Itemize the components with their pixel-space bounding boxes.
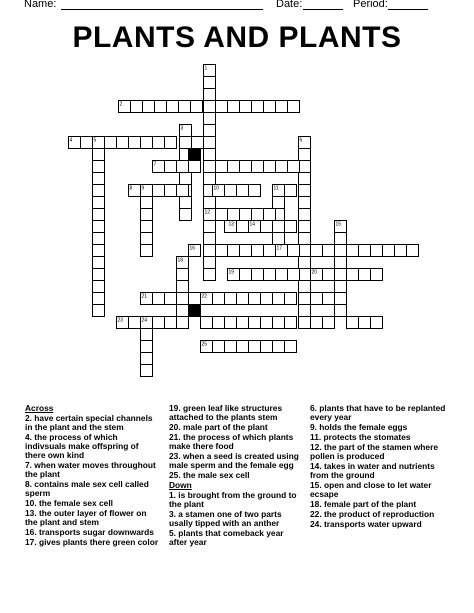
clue-text: 13. the outer layer of flower on the plant and stem	[25, 508, 147, 527]
crossword-cell[interactable]	[285, 341, 297, 353]
clue-number: 9	[141, 185, 145, 192]
clue-number: 17	[276, 245, 283, 252]
crossword-cell[interactable]	[323, 317, 335, 329]
crossword-cell[interactable]	[153, 317, 165, 329]
clue-number: 2	[119, 101, 123, 108]
crossword-cell[interactable]	[204, 197, 216, 209]
crossword-cell[interactable]	[240, 209, 252, 221]
crossword-cell[interactable]	[129, 137, 141, 149]
crossword-cell[interactable]	[335, 245, 347, 257]
crossword-cell[interactable]	[299, 281, 311, 293]
crossword-cell[interactable]	[225, 185, 237, 197]
clue-number: 7	[153, 161, 157, 168]
clue-text: 5. plants that comeback year after year	[169, 528, 284, 547]
clue-text: 20. male part of the plant	[169, 422, 268, 432]
crossword-cell[interactable]	[347, 245, 359, 257]
crossword-cell[interactable]	[299, 161, 311, 173]
crossword-cell[interactable]	[273, 197, 285, 209]
crossword-cell[interactable]	[299, 245, 311, 257]
crossword-cell[interactable]	[204, 77, 216, 89]
crossword-cell[interactable]	[249, 341, 261, 353]
clue-column-2	[169, 404, 301, 548]
crossword-cell[interactable]	[93, 269, 105, 281]
crossword-cell[interactable]	[213, 317, 225, 329]
clue-number: 18	[177, 257, 184, 264]
black-square	[189, 149, 201, 161]
crossword-cell[interactable]	[299, 269, 311, 281]
crossword-cell[interactable]	[335, 257, 347, 269]
black-square	[189, 305, 201, 317]
crossword-cell[interactable]	[204, 161, 216, 173]
crossword-cell[interactable]	[177, 269, 189, 281]
clue-text: 8. contains male sex cell called sperm	[25, 479, 149, 498]
crossword-cell[interactable]	[264, 269, 276, 281]
crossword-cell[interactable]	[371, 317, 383, 329]
clue-text: 17. gives plants there green color	[25, 537, 159, 547]
clue-number: 13	[228, 221, 235, 228]
clue-number: 4	[69, 137, 73, 144]
crossword-cell[interactable]	[180, 209, 192, 221]
crossword-cell[interactable]	[177, 281, 189, 293]
crossword-cell[interactable]	[273, 293, 285, 305]
crossword-cell[interactable]	[323, 269, 335, 281]
crossword-cell[interactable]	[153, 185, 165, 197]
crossword-cell[interactable]	[228, 161, 240, 173]
crossword-cell[interactable]	[93, 161, 105, 173]
clue-text: 15. open and close to let water ecsape	[310, 480, 432, 499]
clue-text: 12. the part of the stamen where pollen is produced	[310, 442, 438, 461]
crossword-cell[interactable]	[264, 161, 276, 173]
crossword-cell[interactable]	[189, 161, 201, 173]
clue-number: 14	[249, 221, 256, 228]
crossword-cell[interactable]	[180, 137, 192, 149]
crossword-cell[interactable]	[311, 293, 323, 305]
crossword-cell[interactable]	[335, 269, 347, 281]
crossword-cell[interactable]	[264, 101, 276, 113]
clue-text: 19. green leaf like structures attached to the plants stem	[169, 403, 283, 422]
clue-number: 19	[228, 269, 235, 276]
crossword-cell[interactable]	[177, 293, 189, 305]
crossword-cell[interactable]	[225, 341, 237, 353]
crossword-cell[interactable]	[228, 209, 240, 221]
crossword-cell[interactable]	[299, 221, 311, 233]
crossword-cell[interactable]	[131, 101, 143, 113]
crossword-cell[interactable]	[141, 221, 153, 233]
worksheet-title: PLANTS AND PLANTS	[72, 21, 402, 54]
crossword-cell[interactable]	[240, 101, 252, 113]
crossword-cell[interactable]	[81, 137, 93, 149]
crossword-cell[interactable]	[276, 101, 288, 113]
period-label: Period:	[353, 0, 388, 10]
clue-number: 16	[189, 245, 196, 252]
clue-text: 1. is brought from the ground to the plant	[169, 490, 297, 509]
crossword-cell[interactable]	[299, 233, 311, 245]
crossword-cell[interactable]	[276, 161, 288, 173]
clue-number: 6	[299, 137, 303, 144]
crossword-cell[interactable]	[288, 161, 300, 173]
crossword-cell[interactable]	[285, 317, 297, 329]
clue-number: 3	[180, 125, 184, 132]
crossword-cell[interactable]	[141, 137, 153, 149]
crossword-cell[interactable]	[201, 317, 213, 329]
crossword-cell[interactable]	[288, 101, 300, 113]
crossword-cell[interactable]	[204, 137, 216, 149]
clue-number: 11	[273, 185, 279, 192]
crossword-cell[interactable]	[347, 317, 359, 329]
crossword-cell[interactable]	[93, 245, 105, 257]
crossword-cell[interactable]	[228, 101, 240, 113]
crossword-cell[interactable]	[252, 245, 264, 257]
crossword-cell[interactable]	[299, 185, 311, 197]
crossword-cell[interactable]	[93, 257, 105, 269]
crossword-cell[interactable]	[165, 293, 177, 305]
crossword-cell[interactable]	[93, 233, 105, 245]
clue-text: 3. a stamen one of two parts usally tipped with an anther	[169, 509, 282, 528]
clue-section-heading: Down	[169, 480, 192, 490]
crossword-cell[interactable]	[204, 257, 216, 269]
crossword-cell[interactable]	[129, 317, 141, 329]
crossword-cell[interactable]	[299, 197, 311, 209]
crossword-cell[interactable]	[273, 317, 285, 329]
crossword-cell[interactable]	[189, 293, 201, 305]
crossword-cell[interactable]	[213, 341, 225, 353]
crossword-cell[interactable]	[335, 293, 347, 305]
clue-text: 6. plants that have to be replanted every year	[310, 403, 446, 422]
crossword-cell[interactable]	[93, 305, 105, 317]
clue-number: 15	[335, 221, 342, 228]
crossword-cell[interactable]	[153, 137, 165, 149]
crossword-cell[interactable]	[204, 125, 216, 137]
crossword-cell[interactable]	[359, 245, 371, 257]
crossword-cell[interactable]	[359, 269, 371, 281]
clue-text: 23. when a seed is created using male sperm and the female egg	[169, 451, 299, 470]
crossword-cell[interactable]	[141, 233, 153, 245]
crossword-cell[interactable]	[204, 269, 216, 281]
crossword-cell[interactable]	[237, 341, 249, 353]
crossword-cell[interactable]	[407, 245, 419, 257]
crossword-cell[interactable]	[228, 245, 240, 257]
crossword-cell[interactable]	[249, 185, 261, 197]
crossword-cell[interactable]	[204, 245, 216, 257]
clue-number: 1	[204, 65, 208, 72]
crossword-cell[interactable]	[240, 269, 252, 281]
crossword-cell[interactable]	[213, 293, 225, 305]
crossword-cell[interactable]	[371, 269, 383, 281]
clue-text: 2. have certain special channels in the plant and the stem	[25, 413, 153, 432]
crossword-cell[interactable]	[204, 221, 216, 233]
crossword-cell[interactable]	[204, 233, 216, 245]
crossword-cell[interactable]	[240, 245, 252, 257]
crossword-cell[interactable]	[249, 293, 261, 305]
crossword-cell[interactable]	[204, 89, 216, 101]
crossword-cell[interactable]	[177, 161, 189, 173]
crossword-cell[interactable]	[204, 149, 216, 161]
clue-number: 25	[201, 341, 208, 348]
crossword-cell[interactable]	[93, 221, 105, 233]
crossword-cell[interactable]	[395, 245, 407, 257]
crossword-cell[interactable]	[165, 161, 177, 173]
crossword-cell[interactable]	[167, 101, 179, 113]
crossword-cell[interactable]	[288, 269, 300, 281]
crossword-cell[interactable]	[141, 245, 153, 257]
crossword-cell[interactable]	[261, 221, 273, 233]
crossword-cell[interactable]	[93, 197, 105, 209]
crossword-cell[interactable]	[383, 245, 395, 257]
clue-text: 7. when water moves throughout the plant	[25, 460, 156, 479]
crossword-cell[interactable]	[141, 341, 153, 353]
crossword-cell[interactable]	[225, 293, 237, 305]
crossword-cell[interactable]	[141, 329, 153, 341]
clue-section-heading: Across	[25, 403, 54, 413]
crossword-cell[interactable]	[93, 185, 105, 197]
crossword-cell[interactable]	[165, 137, 177, 149]
name-label: Name:	[24, 0, 57, 10]
clue-text: 18. female part of the plant	[310, 499, 417, 509]
crossword-cell[interactable]	[165, 185, 177, 197]
crossword-cell[interactable]	[141, 365, 153, 377]
crossword-cell[interactable]	[335, 305, 347, 317]
crossword-cell[interactable]	[252, 269, 264, 281]
crossword-cell[interactable]	[323, 245, 335, 257]
clue-text: 16. transports sugar downwards	[25, 527, 154, 537]
clue-column-3	[310, 404, 450, 530]
crossword-cell[interactable]	[285, 293, 297, 305]
crossword-cell[interactable]	[192, 137, 204, 149]
clue-number: 22	[201, 293, 208, 300]
crossword-cell[interactable]	[93, 209, 105, 221]
clue-text: 21. the process of which plants make there food	[169, 432, 294, 451]
crossword-cell[interactable]	[299, 257, 311, 269]
crossword-cell[interactable]	[143, 101, 155, 113]
crossword-cell[interactable]	[261, 317, 273, 329]
crossword-cell[interactable]	[180, 173, 192, 185]
crossword-cell[interactable]	[105, 137, 117, 149]
crossword-cell[interactable]	[252, 161, 264, 173]
crossword-cell[interactable]	[276, 269, 288, 281]
crossword-cell[interactable]	[264, 209, 276, 221]
crossword-cell[interactable]	[347, 269, 359, 281]
clue-text: 25. the male sex cell	[169, 470, 250, 480]
crossword-cell[interactable]	[261, 293, 273, 305]
crossword-cell[interactable]	[359, 317, 371, 329]
date-label: Date:	[276, 0, 303, 10]
crossword-cell[interactable]	[93, 281, 105, 293]
crossword-cell[interactable]	[299, 305, 311, 317]
crossword-cell[interactable]	[177, 317, 189, 329]
crossword-cell[interactable]	[299, 173, 311, 185]
clue-number: 21	[141, 293, 148, 300]
clue-number: 12	[204, 209, 211, 216]
crossword-cell[interactable]	[323, 293, 335, 305]
crossword-cell[interactable]	[155, 101, 167, 113]
clue-text: 22. the product of reproduction	[310, 509, 435, 519]
crossword-cell[interactable]	[216, 161, 228, 173]
crossword-cell[interactable]	[299, 293, 311, 305]
crossword-cell[interactable]	[252, 209, 264, 221]
crossword-cell[interactable]	[141, 209, 153, 221]
crossword-cell[interactable]	[93, 149, 105, 161]
crossword-cell[interactable]	[216, 209, 228, 221]
clue-text: 4. the process of which indivsuals make offspring of there own kind	[25, 432, 139, 460]
crossword-cell[interactable]	[311, 317, 323, 329]
crossword-cell[interactable]	[285, 185, 297, 197]
crossword-cell[interactable]	[237, 293, 249, 305]
crossword-cell[interactable]	[299, 209, 311, 221]
clue-text: 9. holds the female eggs	[310, 422, 408, 432]
crossword-cell[interactable]	[371, 245, 383, 257]
crossword-cell[interactable]	[237, 185, 249, 197]
clue-text: 10. the female sex cell	[25, 498, 113, 508]
crossword-cell[interactable]	[240, 161, 252, 173]
crossword-cell[interactable]	[93, 293, 105, 305]
clue-text: 11. protects the stomates	[310, 432, 411, 442]
crossword-cell[interactable]	[335, 233, 347, 245]
crossword-cell[interactable]	[273, 341, 285, 353]
crossword-cell[interactable]	[204, 101, 216, 113]
crossword-cell[interactable]	[335, 281, 347, 293]
clue-number: 20	[311, 269, 318, 276]
crossword-cell[interactable]	[237, 221, 249, 233]
crossword-cell[interactable]	[93, 173, 105, 185]
clue-list	[0, 404, 474, 613]
crossword-cell[interactable]	[180, 197, 192, 209]
clue-text: 14. takes in water and nutrients from the ground	[310, 461, 435, 480]
clue-number: 5	[93, 137, 97, 144]
crossword-cell[interactable]	[237, 317, 249, 329]
crossword-cell[interactable]	[273, 233, 285, 245]
crossword-cell[interactable]	[299, 149, 311, 161]
crossword-cell[interactable]	[179, 101, 191, 113]
crossword-cell[interactable]	[177, 305, 189, 317]
crossword-cell[interactable]	[285, 221, 297, 233]
crossword-cell[interactable]	[261, 341, 273, 353]
crossword-cell[interactable]	[141, 197, 153, 209]
crossword-cell[interactable]	[299, 317, 311, 329]
clue-number: 10	[213, 185, 220, 192]
crossword-cell[interactable]	[117, 137, 129, 149]
crossword-cell[interactable]	[204, 113, 216, 125]
crossword-cell[interactable]	[225, 317, 237, 329]
crossword-cell[interactable]	[141, 353, 153, 365]
crossword-cell[interactable]	[264, 245, 276, 257]
clue-column-1	[25, 404, 159, 548]
crossword-cell[interactable]	[311, 245, 323, 257]
crossword-cell[interactable]	[177, 185, 189, 197]
crossword-cell[interactable]	[249, 317, 261, 329]
crossword-cell[interactable]	[273, 221, 285, 233]
crossword-cell[interactable]	[204, 173, 216, 185]
crossword-cell[interactable]	[165, 317, 177, 329]
crossword-cell[interactable]	[216, 245, 228, 257]
clue-number: 23	[117, 317, 124, 324]
crossword-cell[interactable]	[216, 101, 228, 113]
clue-number: 24	[141, 317, 148, 324]
crossword-cell[interactable]	[191, 101, 203, 113]
clue-text: 24. transports water upward	[310, 519, 422, 529]
crossword-cell[interactable]	[153, 293, 165, 305]
clue-number: 8	[129, 185, 133, 192]
crossword-cell[interactable]	[252, 101, 264, 113]
crossword-cell[interactable]	[288, 245, 300, 257]
